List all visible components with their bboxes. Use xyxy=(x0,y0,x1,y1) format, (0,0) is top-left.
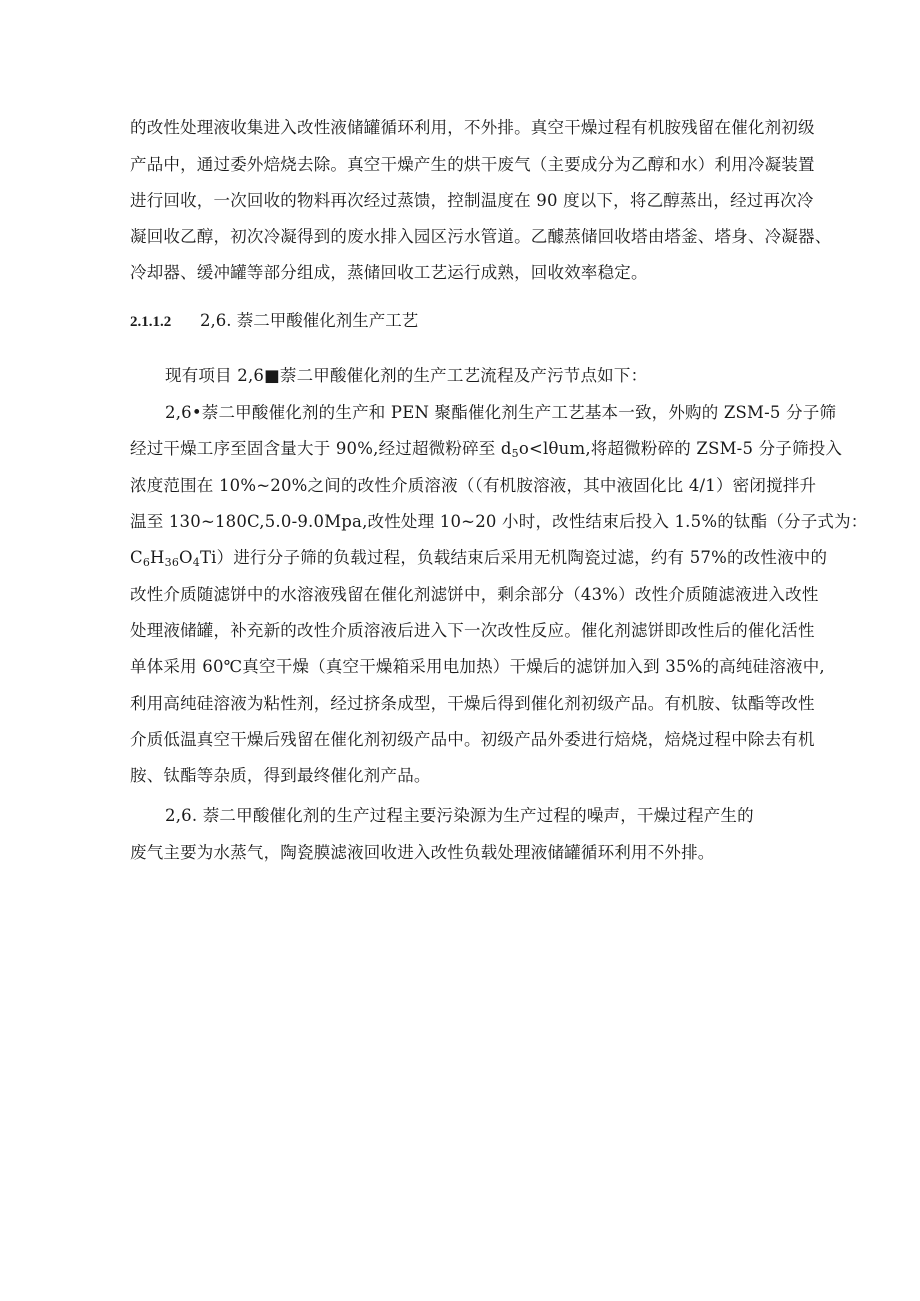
paragraph-line: 利用高纯硅溶液为粘性剂，经过挤条成型，干燥后得到催化剂初级产品。有机胺、钛酯等改性 xyxy=(130,694,815,713)
subscript: 5 xyxy=(511,447,519,460)
section-number: 2.1.1.2 xyxy=(130,314,172,330)
paragraph-line: 2,6. 萘二甲酸催化剂的生产过程主要污染源为生产过程的噪声，干燥过程产生的 xyxy=(165,806,754,825)
paragraph-line: 胺、钛酯等杂质，得到最终催化剂产品。 xyxy=(130,766,431,785)
paragraph-line: 的改性处理液收集进入改性液储罐循环利用，不外排。真空干燥过程有机胺残留在催化剂初级 xyxy=(130,118,815,137)
formula-ti: Ti xyxy=(199,548,217,567)
section-heading xyxy=(130,310,418,333)
paragraph-line: 冷却器、缓冲罐等部分组成，蒸储回收工艺运行成熟，回收效率稳定。 xyxy=(130,263,648,282)
paragraph-line: 废气主要为水蒸气，陶瓷膜滤液回收进入改性负载处理液储罐循环利用不外排。 xyxy=(130,843,715,862)
paragraph-line: 产品中，通过委外焙烧去除。真空干燥产生的烘干废气（主要成分为乙醇和水）利用冷凝装置 xyxy=(130,155,815,174)
formula-h: H xyxy=(150,548,165,567)
paragraph-line: 2,6•萘二甲酸催化剂的生产和 PEN 聚酯催化剂生产工艺基本一致，外购的 ZSM-5 分子筛 xyxy=(165,403,837,422)
formula-o: O xyxy=(179,548,193,567)
formula-line xyxy=(130,547,827,569)
paragraph-line: 凝回收乙醇，初次冷凝得到的废水排入园区污水管道。乙醵蒸储回收塔由塔釜、塔身、冷凝器、 xyxy=(130,227,832,246)
section-title: 2,6. 萘二甲酸催化剂生产工艺 xyxy=(200,311,419,330)
subscript: 36 xyxy=(164,556,180,569)
intro-line: 现有项目 2,6■萘二甲酸催化剂的生产工艺流程及产污节点如下： xyxy=(165,366,648,385)
paragraph-line: 处理液储罐，补充新的改性介质溶液后进入下一次改性反应。催化剂滤饼即改性后的催化活性 xyxy=(130,621,815,640)
paragraph-line: 介质低温真空干燥后残留在催化剂初级产品中。初级产品外委进行焙烧，焙烧过程中除去有机 xyxy=(130,730,815,749)
paragraph-line: 单体采用 60℃真空干燥（真空干燥箱采用电加热）干燥后的滤饼加入到 35%的高纯硅溶液中, xyxy=(130,657,825,676)
paragraph-line: 温至 130~180C,5.0-9.0Mpa,改性处理 10~20 小时，改性结束后投入 1.5%的钛酯（分子式为： xyxy=(130,512,868,531)
text-run: 经过干燥工序至固含量大于 90%,经过超微粉碎至 d xyxy=(130,439,512,458)
text-run: ）进行分子筛的负载过程，负载结束后采用无机陶瓷过滤，约有 57%的改性液中的 xyxy=(216,548,828,567)
paragraph-line: 改性介质随滤饼中的水溶液残留在催化剂滤饼中，剩余部分（43%）改性介质随滤液进入改性 xyxy=(130,585,819,604)
formula-c: C xyxy=(130,548,143,567)
text-run: o<lθum,将超微粉碎的 ZSM-5 分子筛投入 xyxy=(518,439,843,458)
paragraph-line: 进行回收，一次回收的物料再次经过蒸馈，控制温度在 90 度以下，将乙醇蒸出，经过再次冷 xyxy=(130,191,814,210)
subscript: 4 xyxy=(192,556,200,569)
paragraph-line xyxy=(130,438,842,460)
subscript: 6 xyxy=(142,556,151,569)
paragraph-line: 浓度范围在 10%~20%之间的改性介质溶液（（有机胺溶液，其中液固化比 4/1）密闭搅拌升 xyxy=(130,476,817,495)
